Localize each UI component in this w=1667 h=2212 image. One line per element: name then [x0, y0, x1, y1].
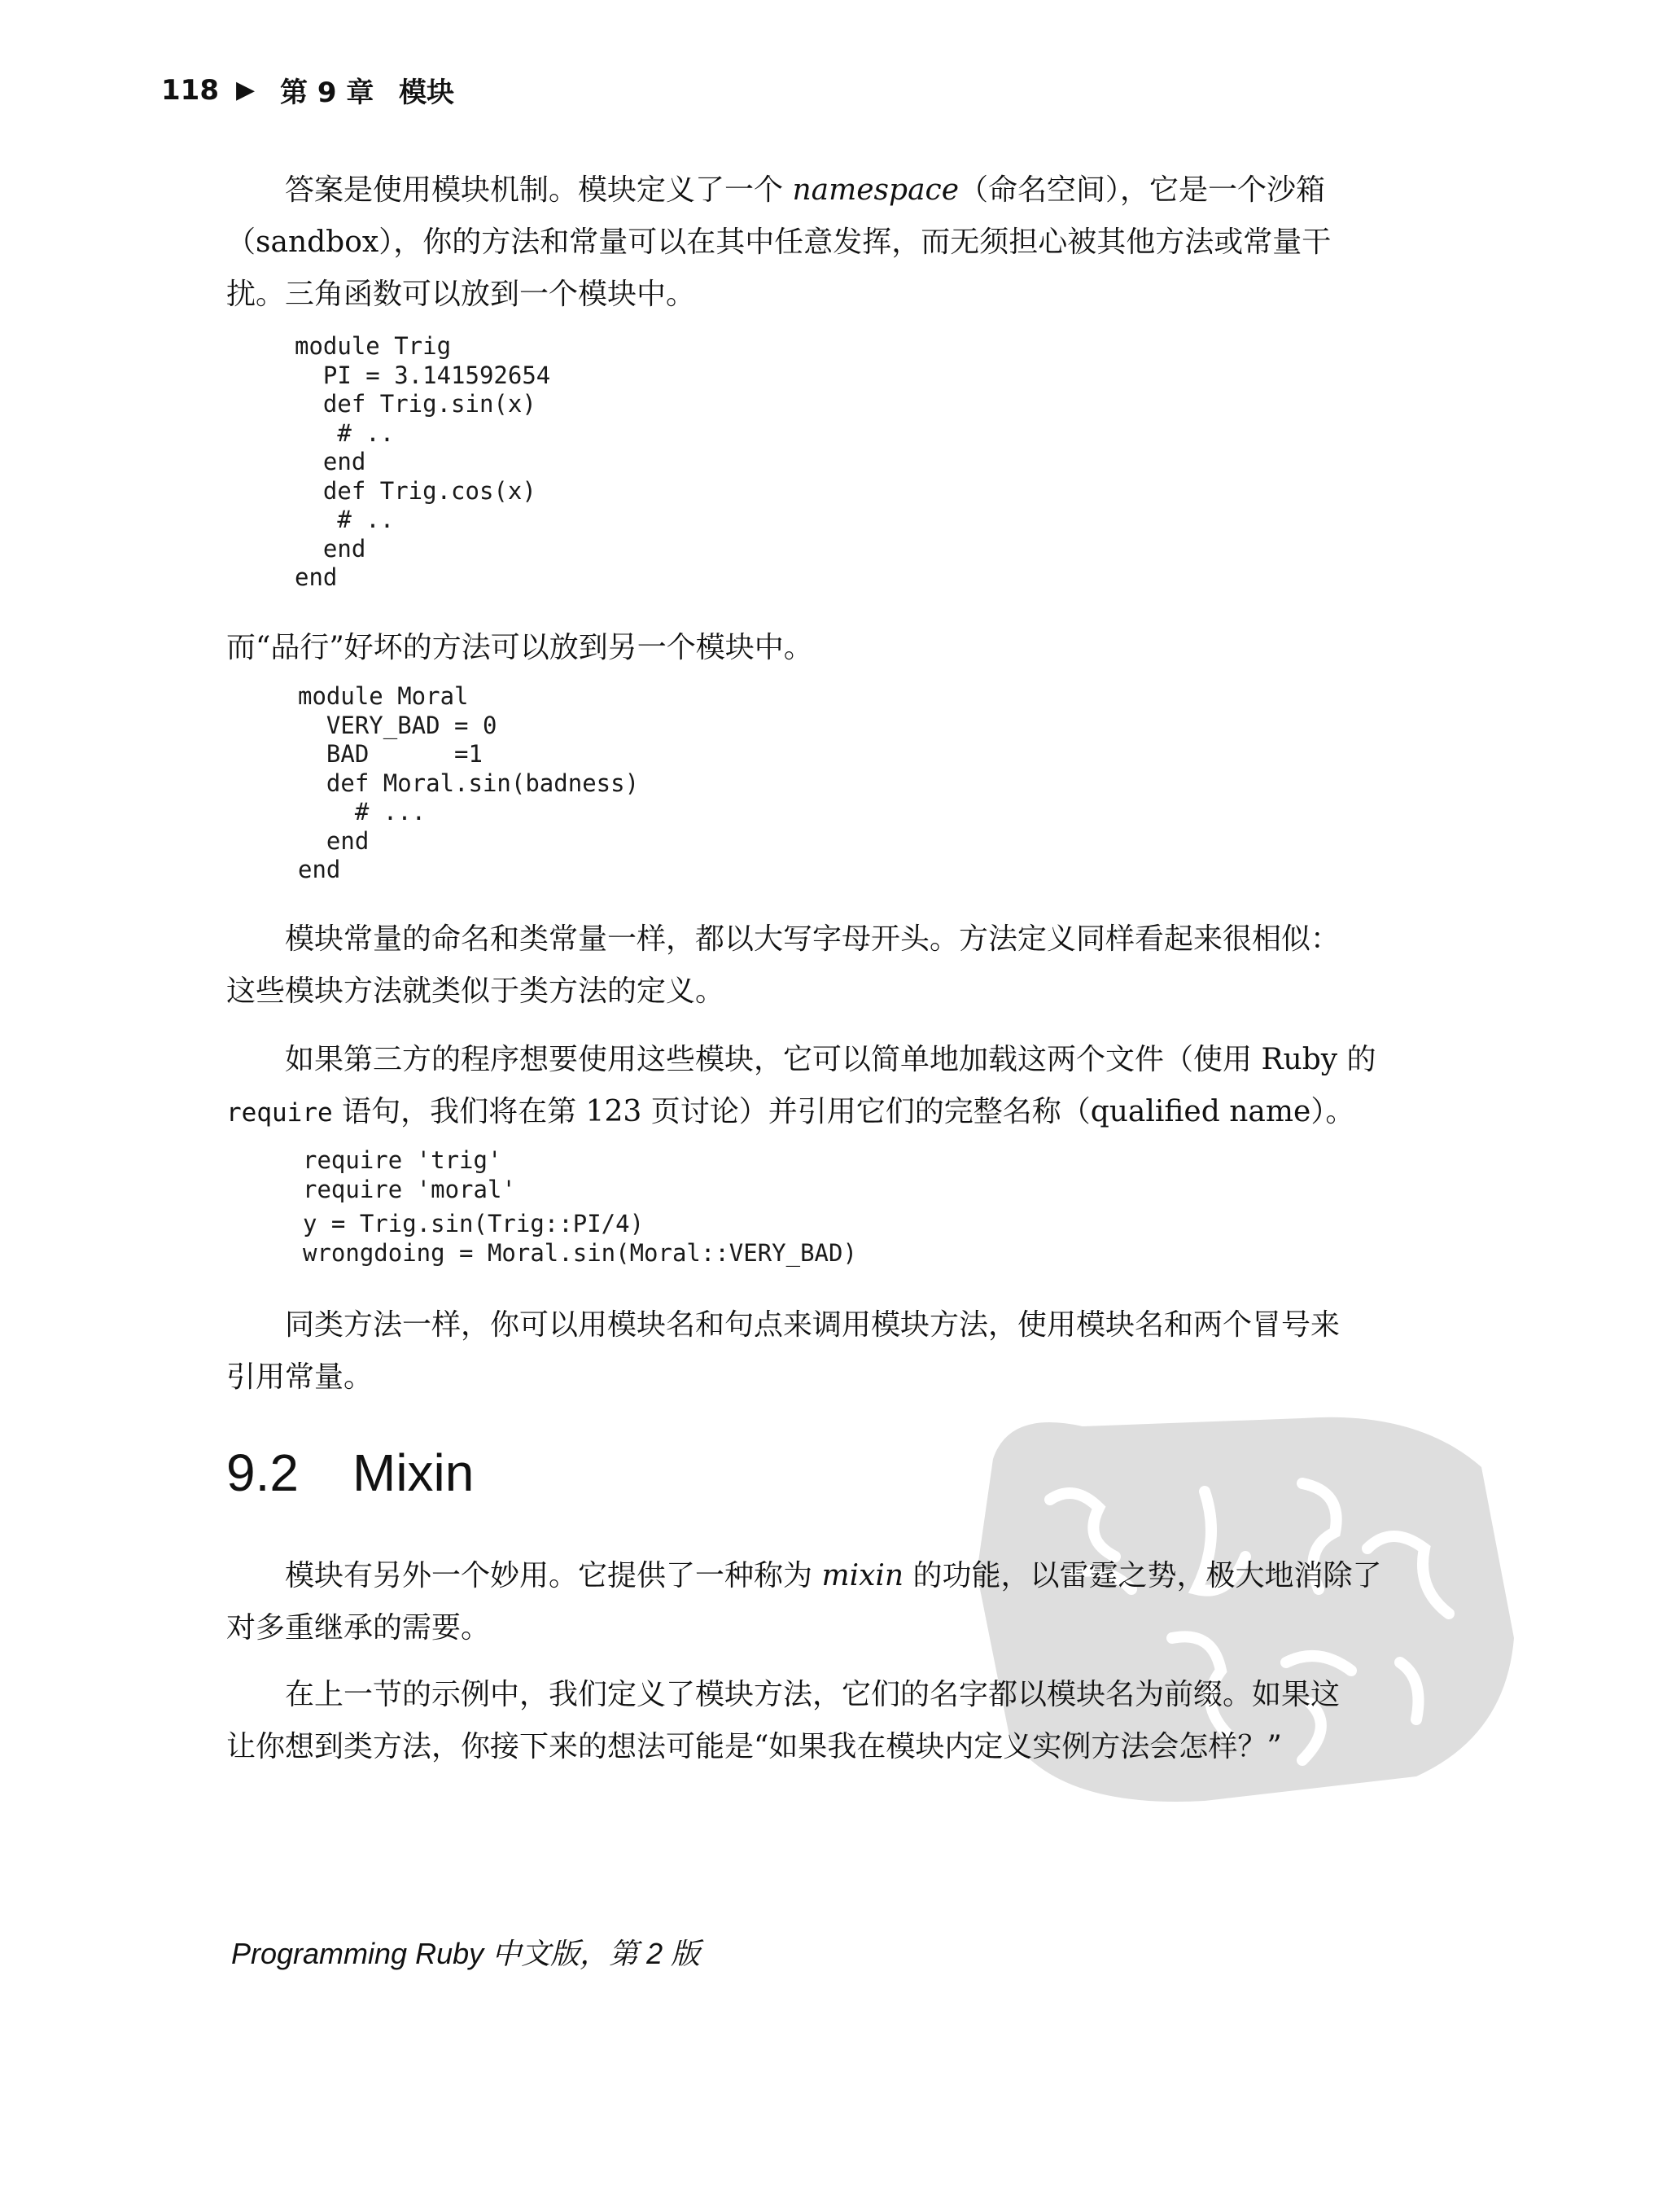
- paragraph-intro: [226, 164, 1415, 321]
- arrow-icon: ▶: [236, 76, 256, 104]
- paragraph-calling: [226, 1299, 1415, 1404]
- paragraph-line: [226, 1086, 1415, 1139]
- paragraph-mixin-intro: [226, 1550, 1415, 1654]
- inline-code: require: [226, 1098, 333, 1128]
- section-heading: [226, 1443, 474, 1503]
- italic-term: namespace: [792, 173, 959, 207]
- section-number: 9.2: [226, 1443, 299, 1502]
- paragraph-line: 让你想到类方法，你接下来的想法可能是“如果我在模块内定义实例方法会怎样？”: [226, 1730, 1282, 1763]
- paragraph-line: 这些模块方法就类似于类方法的定义。: [226, 975, 725, 1008]
- paragraph-line: 对多重继承的需要。: [226, 1611, 491, 1645]
- text-segment: （命名空间），它是一个沙箱: [959, 173, 1326, 207]
- paragraph-line: 如果第三方的程序想要使用这些模块，它可以简单地加载这两个文件（使用 Ruby 的: [285, 1043, 1376, 1076]
- chapter-number: 第 9 章: [280, 77, 374, 109]
- italic-term: mixin: [821, 1559, 904, 1592]
- paragraph-line: 而“品行”好坏的方法可以放到另一个模块中。: [226, 631, 813, 664]
- page-number: 118: [161, 73, 219, 107]
- text-segment: 模块有另外一个妙用。它提供了一种称为: [285, 1559, 822, 1592]
- section-title: Mixin: [352, 1443, 475, 1502]
- paragraph-constants: [226, 913, 1415, 1018]
- code-block-trig: module Trig PI = 3.141592654 def Trig.sin(x) # .. end def Trig.cos(x) # .. end end: [295, 332, 551, 591]
- page-footer: Programming Ruby 中文版，第 2 版: [231, 1937, 701, 1970]
- code-block-moral: module Moral VERY_BAD = 0 BAD =1 def Moral.sin(badness) # ... end end: [298, 682, 640, 883]
- paragraph-line: [226, 1550, 1415, 1602]
- paragraph-line: 模块常量的命名和类常量一样，都以大写字母开头。方法定义同样看起来很相似：: [285, 922, 1341, 956]
- page-header: [161, 70, 454, 110]
- paragraph-line: 扰。三角函数可以放到一个模块中。: [226, 278, 696, 311]
- chapter-title: 模块: [399, 77, 454, 109]
- paragraph-line: 引用常量。: [226, 1360, 374, 1394]
- text-segment: 答案是使用模块机制。模块定义了一个: [285, 173, 793, 207]
- paragraph-line: [226, 164, 1415, 217]
- text-segment: 的功能，以雷霆之势，极大地消除了: [904, 1559, 1382, 1592]
- code-block-usage: y = Trig.sin(Trig::PI/4) wrongdoing = Moral.sin(Moral::VERY_BAD): [303, 1210, 857, 1267]
- paragraph-line: （sandbox），你的方法和常量可以在其中任意发挥，而无须担心被其他方法或常量干: [226, 226, 1332, 259]
- code-block-require: require 'trig' require 'moral': [303, 1146, 516, 1203]
- text-segment: 语句，我们将在第 123 页讨论）并引用它们的完整名称（qualified name）。: [332, 1095, 1355, 1128]
- paragraph-line: 在上一节的示例中，我们定义了模块方法，它们的名字都以模块名为前缀。如果这: [285, 1678, 1341, 1711]
- paragraph-line: 同类方法一样，你可以用模块名和句点来调用模块方法，使用模块名和两个冒号来: [285, 1308, 1341, 1342]
- paragraph-require: [226, 1034, 1415, 1139]
- paragraph-moral-intro: [226, 622, 1415, 674]
- paragraph-instance-methods: [226, 1669, 1415, 1773]
